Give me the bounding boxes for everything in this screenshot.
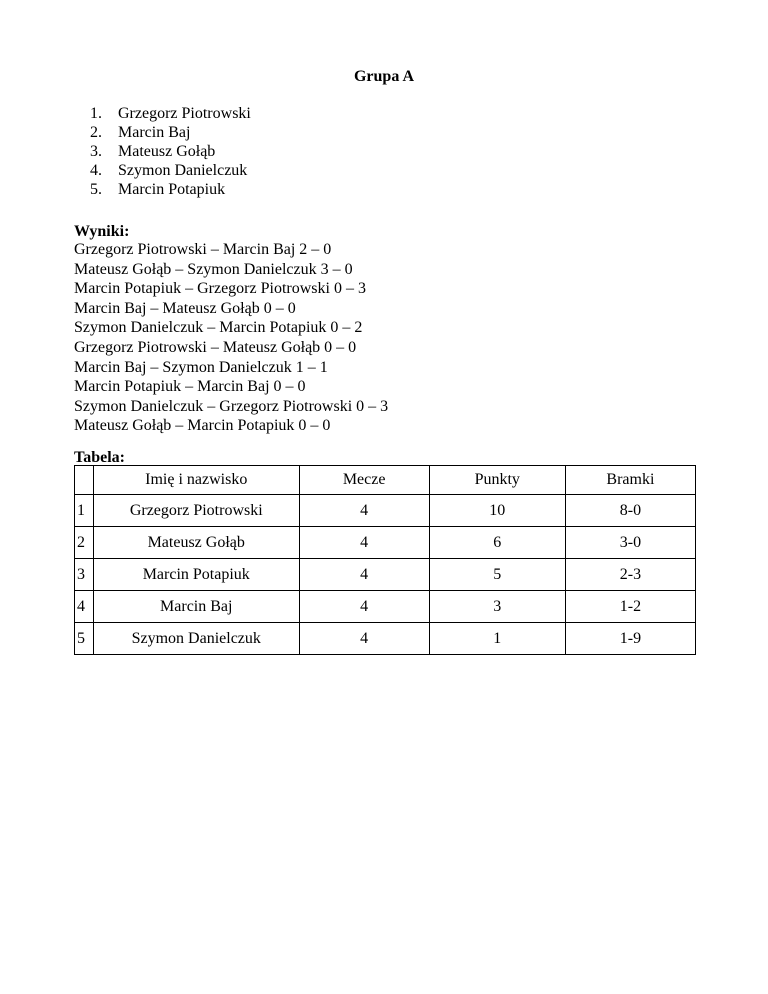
- cell-goals: 1-2: [565, 591, 695, 623]
- player-name: Marcin Baj: [118, 124, 191, 141]
- result-line: Grzegorz Piotrowski – Marcin Baj 2 – 0: [74, 241, 332, 258]
- player-name: Marcin Potapiuk: [118, 181, 226, 198]
- result-line: Marcin Potapiuk – Marcin Baj 0 – 0: [74, 378, 306, 396]
- list-number: 2.: [90, 124, 102, 141]
- cell-goals: 2-3: [565, 559, 695, 591]
- result-line: Marcin Baj – Mateusz Gołąb 0 – 0: [74, 299, 296, 317]
- cell-name: Szymon Danielczuk: [93, 623, 299, 655]
- list-number: 4.: [90, 162, 102, 179]
- cell-points: 1: [429, 623, 565, 655]
- cell-points: 5: [429, 559, 565, 591]
- table-row: [75, 527, 696, 559]
- result-line: Mateusz Gołąb – Marcin Potapiuk 0 – 0: [74, 417, 331, 435]
- cell-matches: 4: [299, 495, 429, 527]
- results-list: [74, 240, 388, 436]
- list-number: 1.: [90, 105, 102, 122]
- list-item: [90, 142, 251, 161]
- cell-name: Marcin Baj: [93, 591, 299, 623]
- cell-position: 3: [75, 559, 94, 591]
- table-row: [75, 495, 696, 527]
- cell-name: Grzegorz Piotrowski: [93, 495, 299, 527]
- list-item: [90, 123, 251, 142]
- cell-position: 5: [75, 623, 94, 655]
- list-item: [90, 161, 251, 180]
- group-title: Grupa A: [353, 68, 414, 85]
- cell-goals: 3-0: [565, 527, 695, 559]
- list-number: 5.: [90, 181, 102, 198]
- player-name: Mateusz Gołąb: [118, 143, 216, 160]
- list-number: 3.: [90, 143, 102, 160]
- result-line: Mateusz Gołąb – Szymon Danielczuk 3 – 0: [74, 260, 353, 278]
- header-name: Imię i nazwisko: [93, 466, 299, 495]
- cell-points: 10: [429, 495, 565, 527]
- cell-goals: 8-0: [565, 495, 695, 527]
- player-list: [90, 104, 251, 199]
- list-item: [90, 104, 251, 123]
- result-line: Grzegorz Piotrowski – Mateusz Gołąb 0 – 0: [74, 338, 357, 356]
- standings-table: [74, 465, 696, 655]
- list-item: [90, 180, 251, 199]
- table-row: [75, 591, 696, 623]
- result-line: Szymon Danielczuk – Grzegorz Piotrowski 0 – 3: [74, 397, 389, 415]
- cell-matches: 4: [299, 559, 429, 591]
- result-line: Marcin Potapiuk – Grzegorz Piotrowski 0 – 3: [74, 280, 366, 298]
- cell-points: 6: [429, 527, 565, 559]
- header-matches: Mecze: [299, 466, 429, 495]
- cell-position: 1: [75, 495, 94, 527]
- header-goals: Bramki: [565, 466, 695, 495]
- header-points: Punkty: [429, 466, 565, 495]
- results-heading: Wyniki:: [74, 223, 130, 240]
- table-heading: Tabela:: [74, 449, 125, 466]
- player-name: Szymon Danielczuk: [118, 162, 248, 179]
- result-line: Marcin Baj – Szymon Danielczuk 1 – 1: [74, 358, 328, 376]
- cell-matches: 4: [299, 591, 429, 623]
- cell-position: 4: [75, 591, 94, 623]
- table-row: [75, 559, 696, 591]
- cell-name: Marcin Potapiuk: [93, 559, 299, 591]
- result-line: Szymon Danielczuk – Marcin Potapiuk 0 – 2: [74, 319, 363, 337]
- cell-name: Mateusz Gołąb: [93, 527, 299, 559]
- table-row: [75, 623, 696, 655]
- cell-position: 2: [75, 527, 94, 559]
- cell-goals: 1-9: [565, 623, 695, 655]
- cell-points: 3: [429, 591, 565, 623]
- player-name: Grzegorz Piotrowski: [118, 105, 251, 122]
- header-position: [75, 466, 94, 495]
- cell-matches: 4: [299, 623, 429, 655]
- table-header-row: [75, 466, 696, 495]
- cell-matches: 4: [299, 527, 429, 559]
